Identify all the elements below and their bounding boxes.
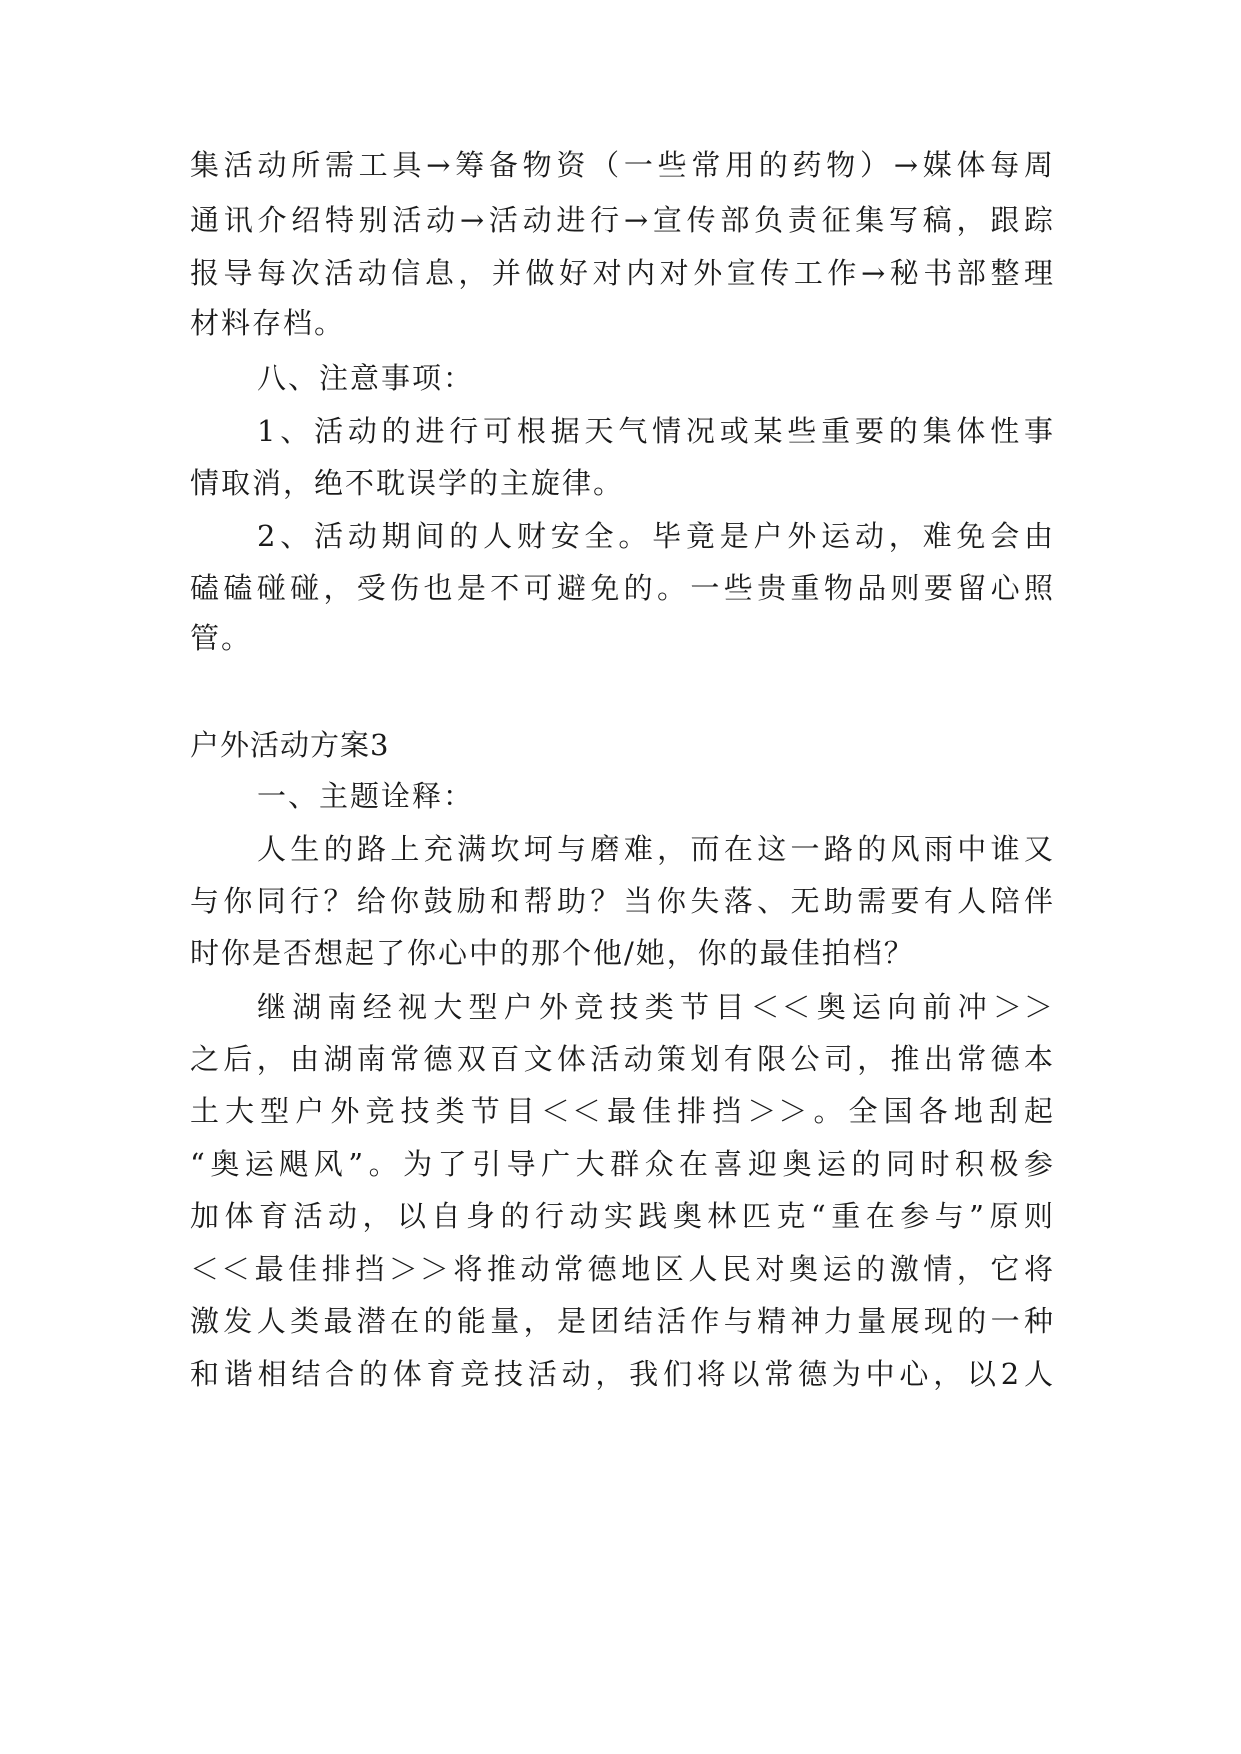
paragraph-line: 报导每次活动信息，并做好对内对外宣传工作→秘书部整理 — [190, 256, 1055, 290]
paragraph-line: 和谐相结合的体育竞技活动，我们将以常德为中心，以2人 — [190, 1357, 1055, 1391]
paragraph-line: 与你同行？给你鼓励和帮助？当你失落、无助需要有人陪伴 — [190, 884, 1055, 918]
paragraph-line: 时你是否想起了你心中的那个他/她，你的最佳拍档？ — [190, 936, 915, 970]
paragraph-line: 1、活动的进行可根据天气情况或某些重要的集体性事 — [257, 414, 1055, 448]
paragraph-line: 集活动所需工具→筹备物资（一些常用的药物）→媒体每周 — [190, 148, 1055, 182]
section-heading: 八、注意事项： — [257, 361, 475, 395]
paragraph-line: 材料存档。 — [190, 306, 346, 340]
paragraph-line: 加体育活动，以自身的行动实践奥林匹克“重在参与”原则 — [190, 1199, 1055, 1233]
paragraph-line: “奥运飓风”。为了引导广大群众在喜迎奥运的同时积极参 — [190, 1147, 1055, 1181]
paragraph-line: 土大型户外竞技类节目＜＜最佳排挡＞＞。全国各地刮起 — [190, 1094, 1055, 1128]
paragraph-line: ＜＜最佳排挡＞＞将推动常德地区人民对奥运的激情，它将 — [190, 1252, 1055, 1286]
paragraph-line: 磕磕碰碰，受伤也是不可避免的。一些贵重物品则要留心照 — [190, 571, 1055, 605]
paragraph-line: 激发人类最潜在的能量，是团结活作与精神力量展现的一种 — [190, 1304, 1055, 1338]
document-title: 户外活动方案3 — [190, 728, 390, 762]
paragraph-line: 2、活动期间的人财安全。毕竟是户外运动，难免会由 — [257, 519, 1055, 553]
paragraph-line: 继湖南经视大型户外竞技类节目＜＜奥运向前冲＞＞ — [257, 990, 1055, 1024]
paragraph-line: 通讯介绍特别活动→活动进行→宣传部负责征集写稿，跟踪 — [190, 203, 1055, 237]
paragraph-line: 管。 — [190, 621, 253, 655]
paragraph-line: 情取消，绝不耽误学的主旋律。 — [190, 466, 625, 500]
section-heading: 一、主题诠释： — [257, 779, 475, 813]
paragraph-line: 之后，由湖南常德双百文体活动策划有限公司，推出常德本 — [190, 1042, 1055, 1076]
paragraph-line: 人生的路上充满坎坷与磨难，而在这一路的风雨中谁又 — [257, 832, 1055, 866]
